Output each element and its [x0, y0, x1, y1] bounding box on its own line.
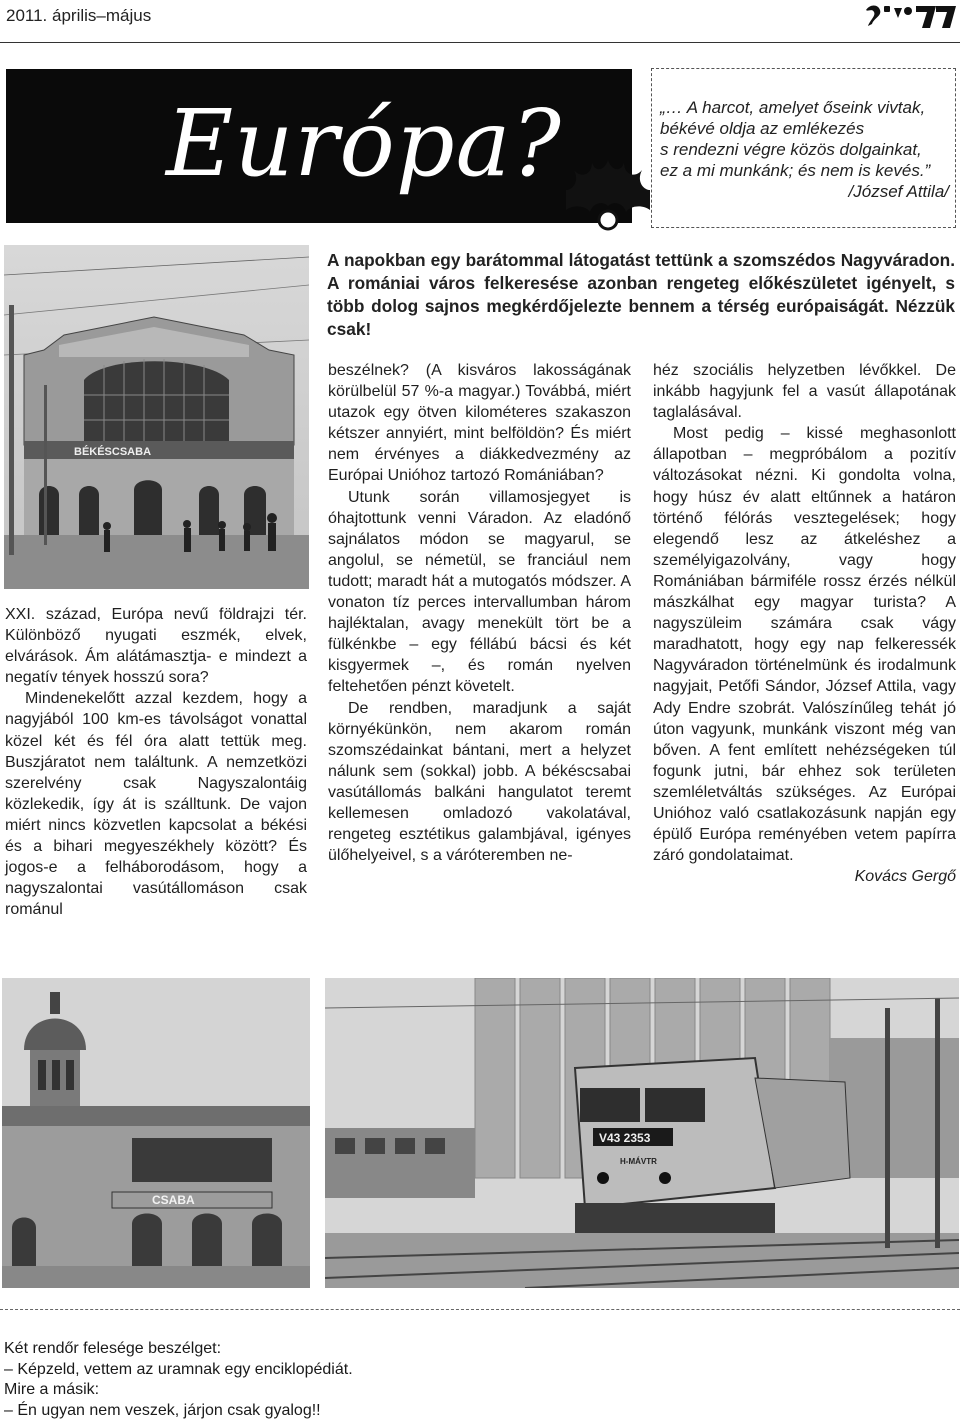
- paragraph: Utunk során villamosjegyet is óhajtottunk venni Váradon. Az eladónő sajnálatos módon se magyarul, se angolul, se németül, se franciául nem tudott; maradt hát a mutogatós módszer. A vonaton tíz perces intervallumban három hajléktalan, avagy menekült tört be a fülkénkbe – egy féllábú bácsi és két kisgyermek –, és román nyelven feltehetően pénzt követelt.: [328, 488, 631, 696]
- paragraph: Most pedig – kissé meghasonlott állapotban – megpróbálom a pozitív változásokat nézni. Ki gondolta volna, hogy húsz év alatt eltűnnek a határon történő félórás vesztegelések; hogy elegendő lesz az átkeléshez a személyigazolvány, vagy hogy Romániában bármiféle rossz érzés nélkül mászkálhat egy magyar turista? A nagyszüleim számára csak vágy maradhatott, hogy egy nap felkeressék Nagyváradon történelmünk és irodalmunk nagyjait, Petőfi Sándor, József Attila, vagy Ady Endre szobrát. Valószínűleg tehát jó úton vagyunk, munkánk viszont még van bőven. A fent említett nehézségeken túl fogunk jutni, bár ehhez sok területen szemléletváltás szükséges. Az Európai Unióhoz való csatlakozásunk napján egy épülő Európa reményében vetem papírra záró gondolataimat.: [653, 425, 956, 865]
- locomotive-brand: H-MÁVTR: [620, 1157, 657, 1166]
- paragraph: Mindenekelőtt azzal kezdem, hogy a nagyjából 100 km-es távolságot vonattal közel két és fél óra alatt tettük meg. Buszjáratot nem találtunk. A nemzetközi szerelvény csak Nagyszalontáig közlekedik, így át is szálltunk. De vajon miért nincs közvetlen kapcsolat a békési és a bihari megyeszékhely között? És jogos-e a felháborodásom, hogy a nagyszalontai vasútállomáson csak románul: [5, 690, 307, 919]
- quote-line: békévé oldja az emlékezés: [660, 119, 865, 138]
- column-2: [328, 360, 631, 866]
- station-dome-photo: [2, 978, 310, 1288]
- paragraph: XXI. század, Európa nevű földrajzi tér. Különböző nyugati eszmék, elvek, elvárások. Ám alátámasztja- e mindezt a negatív tények hosszú sora?: [5, 606, 307, 687]
- magazine-logo-icon: [864, 2, 958, 32]
- quote-author: /József Attila/: [848, 182, 949, 201]
- station-sign: BÉKÉSCSABA: [74, 446, 152, 458]
- quote-line: „… A harcot, amelyet őseink vivtak,: [660, 98, 926, 117]
- section-divider: [0, 1309, 960, 1310]
- column-1: [5, 604, 307, 920]
- paragraph: héz szociális helyzetben lévőkkel. De inkább hagyjunk fel a vasút állapotának taglalásával.: [653, 362, 956, 422]
- locomotive-photo: [325, 978, 959, 1288]
- joke-line: Két rendőr felesége beszélget:: [4, 1340, 222, 1357]
- header-rule: [0, 42, 960, 43]
- joke-line: – Én ugyan nem veszek, járjon csak gyalog!!: [4, 1401, 321, 1419]
- joke-line: Mire a másik:: [4, 1381, 100, 1398]
- paragraph: De rendben, maradjunk a saját környékünkön, nem akarom román szomszédainkat bántani, mert a helyzet nálunk sem (sokkal) jobb. A békéscsabai vasútállomás balkáni hangulatot teremt kellemesen omladozó vakolatával, rengeteg esztétikus galambjával, igényes ülőhelyeivel, s a váróteremben ne-: [328, 699, 631, 865]
- paragraph: beszélnek? (A kisváros lakosságának körülbelül 57 %-a magyar.) Továbbá, miért utazok egy ötven kilométeres szakaszon kétszer annyiért, mint belföldön? És miért nem érvényes a diákkedvezmény az Európai Unióhoz tartozó Romániában?: [328, 362, 631, 485]
- article-title: Európa?: [166, 90, 562, 197]
- issue-date: 2011. április–május: [6, 6, 152, 25]
- joke-line: – Képzeld, vettem az uramnak egy enciklopédiát.: [4, 1360, 353, 1378]
- title-banner: [6, 69, 632, 223]
- quote-line: ez a mi munkánk; és nem is kevés.”: [660, 161, 931, 180]
- sun-ornament-icon: [566, 150, 650, 234]
- quote-line: s rendezni végre közös dolgainkat,: [660, 140, 922, 159]
- station-facade-photo: [4, 245, 309, 589]
- column-3: [653, 360, 956, 887]
- quote-box: [651, 68, 956, 228]
- locomotive-number: V43 2353: [599, 1131, 651, 1145]
- author-signature: Kovács Gergő: [854, 868, 956, 886]
- lead-paragraph: A napokban egy barátommal látogatást tettünk a szomszédos Nagyváradon. A romániai város felkeresése azonban rengeteg előkészületet igényelt, s több dolog sajnos megkérdőjelezte bennem a térség európaiságát. Nézzük csak!: [327, 250, 955, 339]
- station-sign: CSABA: [152, 1193, 195, 1207]
- joke-box: [4, 1339, 353, 1421]
